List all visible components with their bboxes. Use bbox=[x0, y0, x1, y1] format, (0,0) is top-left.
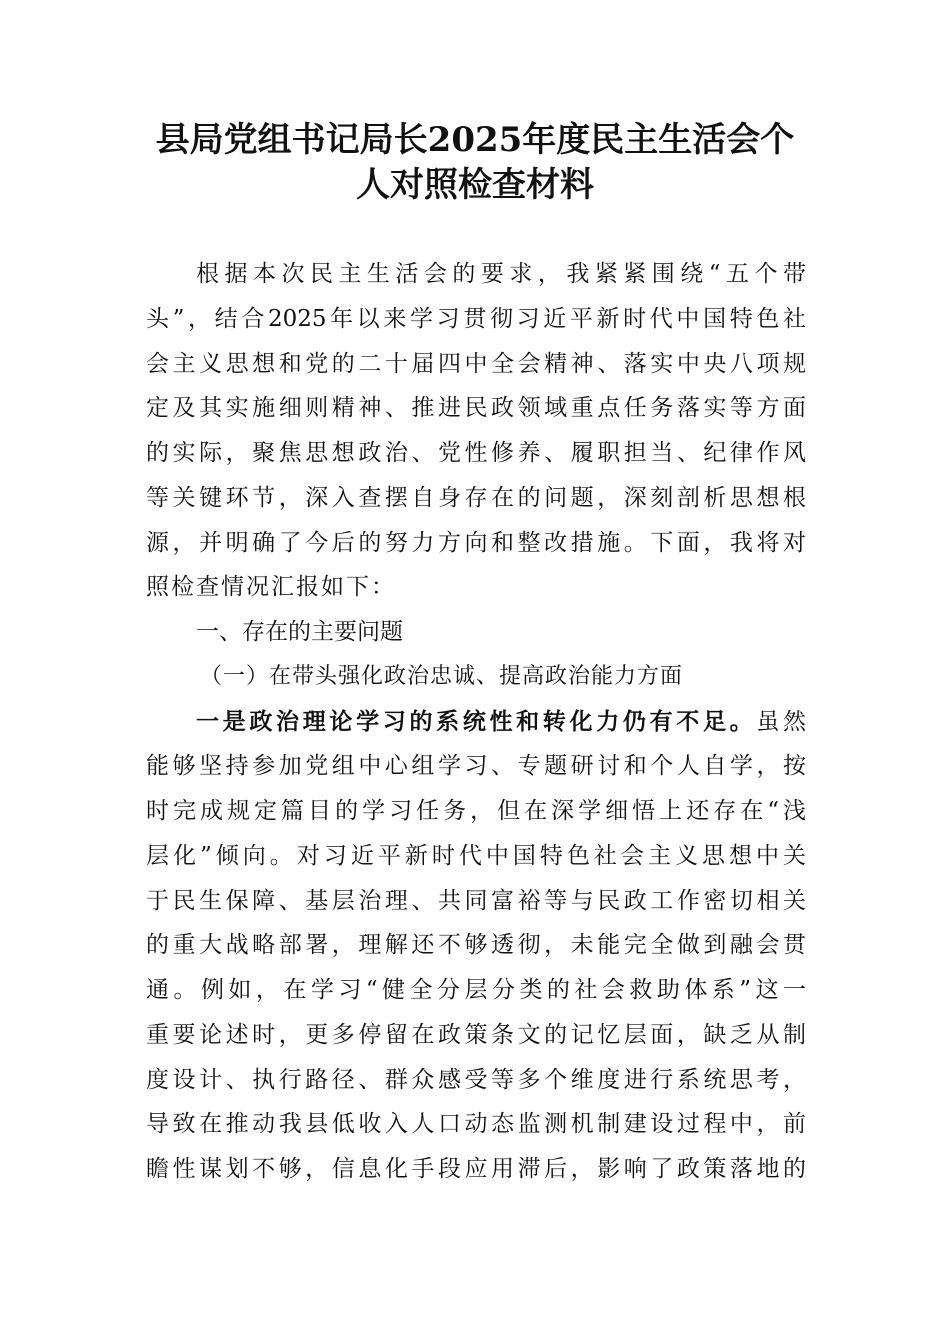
intro-line: 定及其实施细则精神、推进民政领域重点任务落实等方面 bbox=[146, 395, 806, 421]
point-lead-rest: 虽然 bbox=[756, 709, 806, 735]
intro-line: 会主义思想和党的二十届四中全会精神、落实中央八项规 bbox=[146, 351, 806, 377]
intro-line: 等关键环节，深入查摆自身存在的问题，深刻剖析思想根 bbox=[146, 485, 806, 511]
point-first-line bbox=[196, 700, 806, 744]
point-line: 层化”倾向。对习近平新时代中国特色社会主义思想中关 bbox=[146, 843, 806, 869]
subsection-heading: （一）在带头强化政治忠诚、提高政治能力方面 bbox=[200, 664, 684, 689]
point-bold-lead: 一是政治理论学习的系统性和转化力仍有不足。 bbox=[196, 708, 757, 735]
point-line: 时完成规定篇目的学习任务，但在深学细悟上还存在“浅 bbox=[146, 798, 806, 824]
intro-line: 照检查情况汇报如下： bbox=[146, 574, 396, 600]
point-line: 导致在推动我县低收入人口动态监测机制建设过程中，前 bbox=[146, 1111, 806, 1137]
point-line: 重要论述时，更多停留在政策条文的记忆层面，缺乏从制 bbox=[146, 1022, 806, 1048]
intro-line: 头”，结合2025年以来学习贯彻习近平新时代中国特色社 bbox=[146, 306, 806, 332]
point-line: 瞻性谋划不够，信息化手段应用滞后，影响了政策落地的 bbox=[146, 1156, 806, 1182]
point-line: 度设计、执行路径、群众感受等多个维度进行系统思考， bbox=[146, 1067, 806, 1093]
intro-line: 源，并明确了今后的努力方向和整改措施。下面，我将对 bbox=[146, 530, 806, 556]
intro-line: 根据本次民主生活会的要求，我紧紧围绕“五个带 bbox=[196, 261, 806, 287]
point-line: 的重大战略部署，理解还不够透彻，未能完全做到融会贯 bbox=[146, 932, 806, 958]
document-title-line-1: 县局党组书记局长2025年度民主生活会个 bbox=[155, 120, 795, 160]
point-line: 通。例如，在学习“健全分层分类的社会救助体系”这一 bbox=[146, 977, 806, 1003]
document-title-line-2: 人对照检查材料 bbox=[356, 165, 594, 205]
intro-line: 的实际，聚焦思想政治、党性修养、履职担当、纪律作风 bbox=[146, 440, 806, 466]
section-heading: 一、存在的主要问题 bbox=[196, 619, 403, 645]
point-line: 于民生保障、基层治理、共同富裕等与民政工作密切相关 bbox=[146, 888, 806, 914]
point-line: 能够坚持参加党组中心组学习、专题研讨和个人自学，按 bbox=[146, 753, 806, 779]
